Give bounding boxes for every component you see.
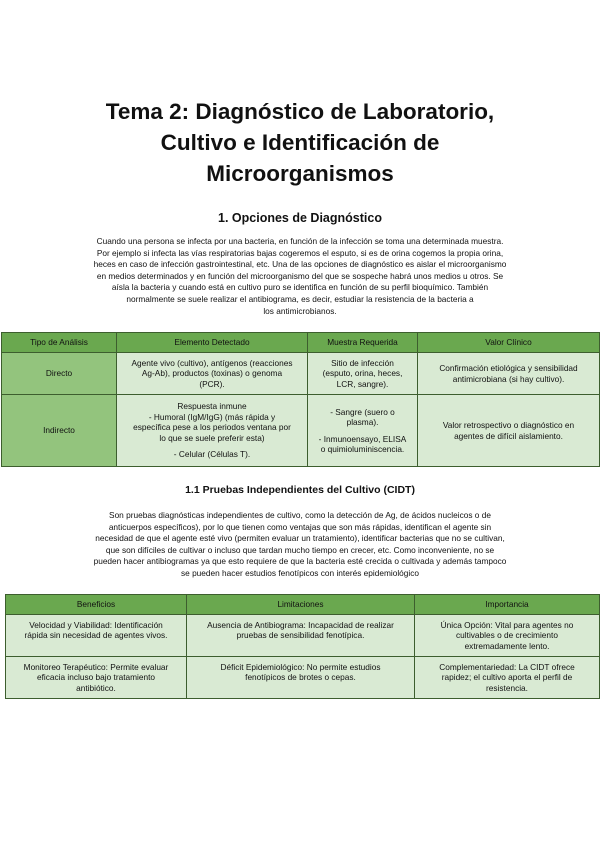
column-header: Valor Clínico (418, 333, 600, 353)
cell-line: rapidez; el cultivo aporta el perfil de (441, 672, 573, 683)
paragraph-line: heces en caso de infección gastrointestinal, etc. Una de las opciones de diagnóstico es aislar el microorganismo (93, 259, 507, 270)
cell-line: Confirmación etiológica y sensibilidad (439, 363, 578, 374)
table-cell (308, 353, 418, 395)
cell-line: lo que se suele preferir esta) (159, 432, 265, 443)
cidt-table (5, 594, 600, 699)
section11-paragraph (60, 510, 540, 580)
table-cell (187, 615, 415, 657)
table-cell (187, 657, 415, 699)
table-header-row (2, 333, 600, 353)
cell-line: Sitio de infección (331, 357, 394, 368)
table-cell (117, 353, 308, 395)
table-cell (117, 395, 308, 467)
cell-line: extremadamente lento. (464, 640, 550, 651)
cell-line: eficacia incluso bajo tratamiento (36, 672, 156, 683)
cell-line: o quimioluminiscencia. (320, 443, 405, 454)
cell-line: específica pese a los periodos ventana por (133, 422, 291, 433)
paragraph-line: necesidad de que el agente esté vivo (permiten evaluar un tratamiento), identificar bacterias que no se cultivan, (95, 533, 505, 544)
cell-line: resistencia. (486, 682, 528, 693)
cell-line: - Inmunoensayo, ELISA (318, 433, 407, 444)
table-header-row (6, 595, 600, 615)
cell-line: Valor retrospectivo o diagnóstico en (442, 420, 575, 431)
section1-paragraph (60, 236, 540, 317)
table-cell (415, 615, 600, 657)
paragraph-line: que son difíciles de cultivar o incluso que tardan mucho tiempo en crecer, etc. Como inconveniente, no se (105, 544, 495, 555)
table-row (2, 353, 600, 395)
title-line: Microorganismos (206, 161, 394, 186)
cell-line: Velocidad y Viabilidad: Identificación (29, 620, 163, 630)
cell-line: Monitoreo Terapéutico: Permite evaluar (23, 662, 169, 672)
cell-line: Déficit Epidemiológico: No permite estudios (220, 662, 381, 672)
table-row (6, 615, 600, 657)
paragraph-line: aísla la bacteria y cuando está en cultivo puro se identifica en función de su perfil bioquímico. También (111, 282, 489, 293)
table-cell (418, 353, 600, 395)
title-line: Cultivo e Identificación de (160, 130, 440, 155)
cell-line: Única Opción: Vital para agentes no (440, 620, 574, 630)
paragraph-line: Por ejemplo si infecta las vías respiratorias bajas cogeremos el esputo, si es de orina cogemos la propia orina, (96, 247, 504, 258)
column-header: Muestra Requerida (308, 333, 418, 353)
column-header: Importancia (415, 595, 600, 615)
table-cell (6, 657, 187, 699)
row-label: Directo (2, 353, 117, 395)
cell-line: LCR, sangre). (336, 378, 389, 389)
section-heading-cidt: 1.1 Pruebas Independientes del Cultivo (CIDT) (185, 484, 415, 496)
section-heading-opciones: 1. Opciones de Diagnóstico (218, 211, 382, 225)
cell-line: Agente vivo (cultivo), antígenos (reacciones (131, 357, 293, 368)
column-header: Limitaciones (187, 595, 415, 615)
cell-line: Ag-Ab), productos (toxinas) o genoma (141, 368, 283, 379)
cell-line: (PCR). (199, 378, 225, 389)
row-label: Indirecto (2, 395, 117, 467)
cell-line: antimicrobiana (si hay cultivo). (452, 373, 565, 384)
cell-line: Ausencia de Antibiograma: Incapacidad de realizar (207, 620, 394, 630)
column-header: Elemento Detectado (117, 333, 308, 353)
paragraph-line: anticuerpos específicos), por lo que tienen como ventajas que son más rápidas, identifican el agente sin (108, 521, 492, 532)
cell-line: cultivables o de crecimiento (456, 630, 558, 641)
cell-line: rápida sin necesidad de agentes vivos. (24, 630, 168, 641)
cell-line: - Celular (Células T). (173, 449, 251, 460)
cell-line: fenotípicos de brotes o cepas. (245, 672, 356, 683)
cell-line: - Humoral (IgM/IgG) (más rápida y (148, 411, 276, 422)
title-line: Tema 2: Diagnóstico de Laboratorio, (105, 99, 495, 124)
table-row (6, 657, 600, 699)
paragraph-line: normalmente se suele realizar el antibiograma, es decir, estudiar la resistencia de la bacteria a (126, 293, 474, 304)
column-header: Tipo de Análisis (2, 333, 117, 353)
table-cell (415, 657, 600, 699)
table-row (2, 395, 600, 467)
cell-line: Respuesta inmune (177, 401, 247, 412)
column-header: Beneficios (6, 595, 187, 615)
document-title (0, 96, 600, 189)
table-cell (308, 395, 418, 467)
cell-line: antibiótico. (76, 682, 116, 693)
paragraph-line: en medios determinados y en función del microorganismo del que se sospeche habrá unos medios u otros. Se (96, 270, 504, 281)
diagnosis-table (1, 332, 600, 467)
paragraph-line: se pueden hacer estudios fenotípicos con interés epidemiológico (181, 567, 419, 578)
table-cell (418, 395, 600, 467)
paragraph-line: los antimicrobianos. (263, 305, 337, 316)
paragraph-line: Cuando una persona se infecta por una bacteria, en función de la infección se toma una determinada muestra. (96, 236, 504, 246)
table-cell (6, 615, 187, 657)
cell-line: pruebas de sensibilidad fenotípica. (236, 630, 365, 641)
paragraph-line: pueden hacer antibiogramas ya que esto requiere de que la bacteria esté crecida o cultivada y además tampoco (93, 556, 507, 567)
cell-line: agentes de difícil aislamiento. (454, 430, 563, 441)
cell-line: Complementariedad: La CIDT ofrece (439, 662, 575, 672)
cell-line: - Sangre (suero o (330, 406, 395, 417)
cell-line: (esputo, orina, heces, (322, 368, 403, 379)
cell-line: plasma). (346, 417, 379, 428)
paragraph-line: Son pruebas diagnósticas independientes de cultivo, como la detección de Ag, de ácidos nucleicos o de (109, 510, 491, 520)
